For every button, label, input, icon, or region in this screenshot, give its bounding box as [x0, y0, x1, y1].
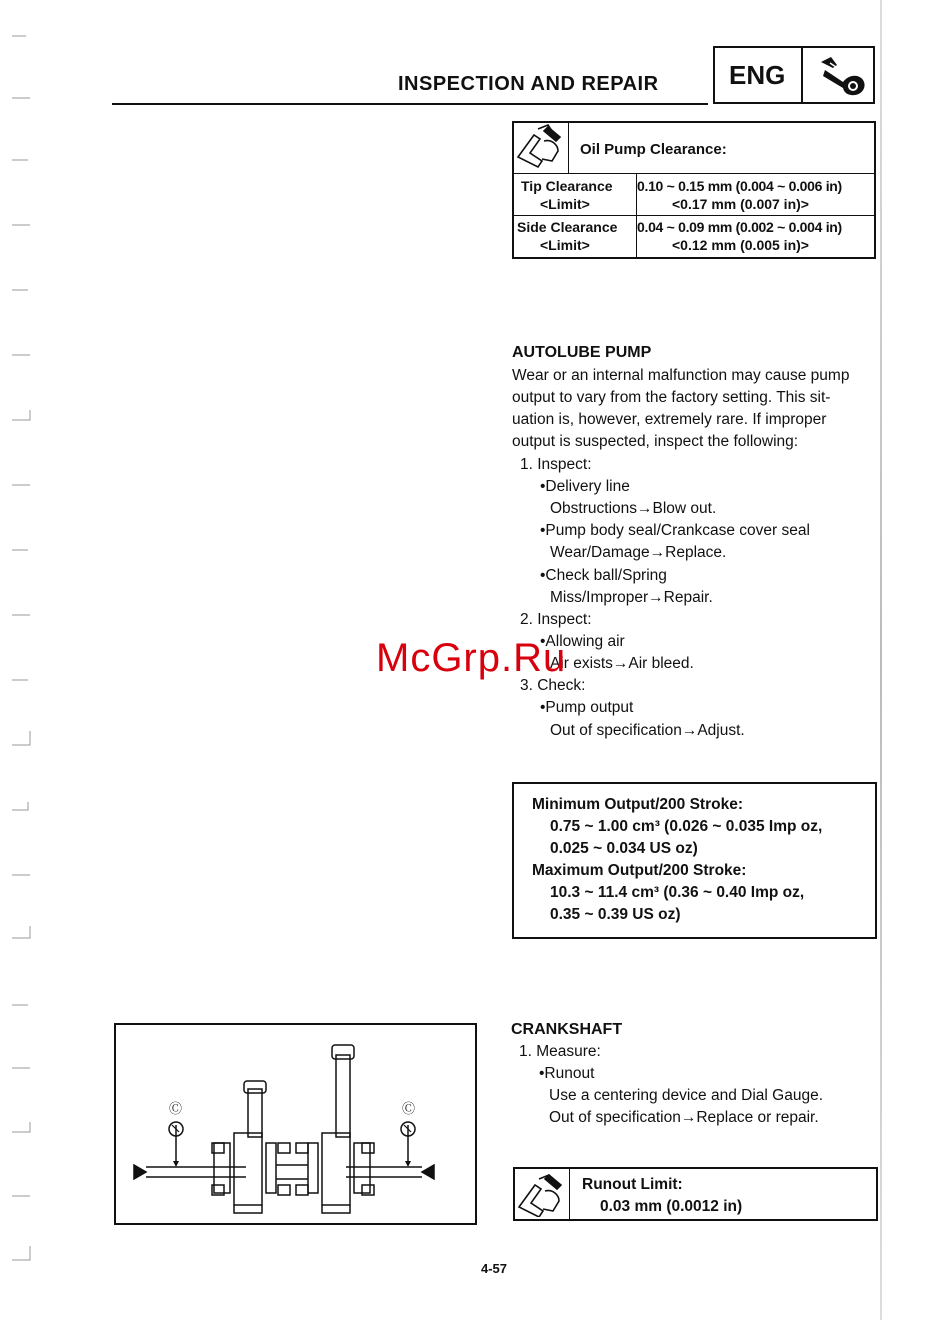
action-text: Wear/Damage→Replace. — [550, 544, 727, 561]
gauge-label-right: Ⓒ — [402, 1102, 416, 1117]
crankshaft-diagram — [116, 1025, 475, 1223]
caliper-hand-icon — [515, 1169, 567, 1217]
page-number: 4-57 — [481, 1261, 508, 1276]
row-label-side: Side Clearance — [517, 219, 618, 235]
scan-edge-marks — [8, 20, 38, 1310]
row-value-tip: 0.10 ~ 0.15 mm (0.004 ~ 0.006 in) — [637, 178, 842, 194]
max-output-line: 0.35 ~ 0.39 US oz) — [550, 906, 681, 923]
header-rule — [112, 103, 708, 105]
engine-wrench-icon — [811, 54, 869, 98]
max-output-title: Maximum Output/200 Stroke: — [532, 862, 747, 879]
step-2: 2. Inspect: — [520, 611, 592, 628]
action-text: Obstructions→Blow out. — [550, 500, 717, 517]
runout-limit-value: 0.03 mm (0.0012 in) — [600, 1198, 743, 1215]
step-1: 1. Inspect: — [520, 456, 592, 473]
max-output-line: 10.3 ~ 11.4 cm³ (0.36 ~ 0.40 Imp oz, — [550, 884, 805, 901]
min-output-line: 0.025 ~ 0.034 US oz) — [550, 840, 698, 857]
intro-line: output is suspected, inspect the following: — [512, 433, 799, 450]
row-sublabel-side: <Limit> — [540, 237, 590, 253]
action-text: Out of specification→Adjust. — [550, 722, 745, 739]
min-output-title: Minimum Output/200 Stroke: — [532, 796, 743, 813]
row-sublabel-tip: <Limit> — [540, 196, 590, 212]
table-divider — [514, 215, 874, 216]
row-limit-tip: <0.17 mm (0.007 in)> — [672, 196, 809, 212]
intro-line: output to vary from the factory setting. This sit- — [512, 389, 831, 406]
bullet-pump-output: •Pump output — [540, 699, 634, 716]
runout-limit-box — [513, 1167, 878, 1221]
page-title: INSPECTION AND REPAIR — [398, 73, 659, 95]
bullet-check-ball: •Check ball/Spring — [540, 567, 667, 584]
gauge-label-left: Ⓒ — [169, 1102, 183, 1117]
pump-output-spec-box — [512, 782, 877, 939]
bullet-allowing-air: •Allowing air — [540, 633, 625, 650]
crankshaft-heading: CRANKSHAFT — [511, 1021, 623, 1038]
watermark: McGrp.Ru — [376, 636, 567, 680]
section-tab-divider — [801, 48, 803, 102]
oil-pump-clearance-table — [512, 121, 876, 259]
crankshaft-runout-figure — [114, 1023, 477, 1225]
intro-line: uation is, however, extremely rare. If improper — [512, 411, 827, 428]
right-center-point — [422, 1165, 434, 1179]
bullet-pump-seal: •Pump body seal/Crankcase cover seal — [540, 522, 810, 539]
runout-limit-title: Runout Limit: — [582, 1176, 683, 1193]
spec-icon-cell — [515, 1169, 570, 1219]
min-output-line: 0.75 ~ 1.00 cm³ (0.026 ~ 0.035 Imp oz, — [550, 818, 823, 835]
instruction-text: Use a centering device and Dial Gauge. — [549, 1087, 823, 1104]
row-label-tip: Tip Clearance — [521, 178, 613, 194]
row-limit-side: <0.12 mm (0.005 in)> — [672, 237, 809, 253]
action-text: Air exists→Air bleed. — [550, 655, 694, 672]
section-code: ENG — [729, 60, 786, 90]
instruction-text: Out of specification→Replace or repair. — [549, 1109, 819, 1126]
scan-right-edge — [880, 0, 882, 1320]
step-3: 3. Check: — [520, 677, 586, 694]
spec-icon-cell — [514, 123, 569, 173]
intro-line: Wear or an internal malfunction may cause pump — [512, 367, 850, 384]
spec-title: Oil Pump Clearance: — [580, 141, 727, 158]
bullet-delivery-line: •Delivery line — [540, 478, 630, 495]
section-tab — [713, 46, 875, 104]
action-text: Miss/Improper→Repair. — [550, 589, 713, 606]
table-divider — [514, 173, 874, 174]
autolube-heading: AUTOLUBE PUMP — [512, 344, 652, 361]
row-value-side: 0.04 ~ 0.09 mm (0.002 ~ 0.004 in) — [637, 219, 842, 235]
bullet-runout: •Runout — [539, 1065, 595, 1082]
crank-step-1: 1. Measure: — [519, 1043, 601, 1060]
caliper-hand-icon — [514, 123, 566, 171]
left-center-point — [134, 1165, 146, 1179]
